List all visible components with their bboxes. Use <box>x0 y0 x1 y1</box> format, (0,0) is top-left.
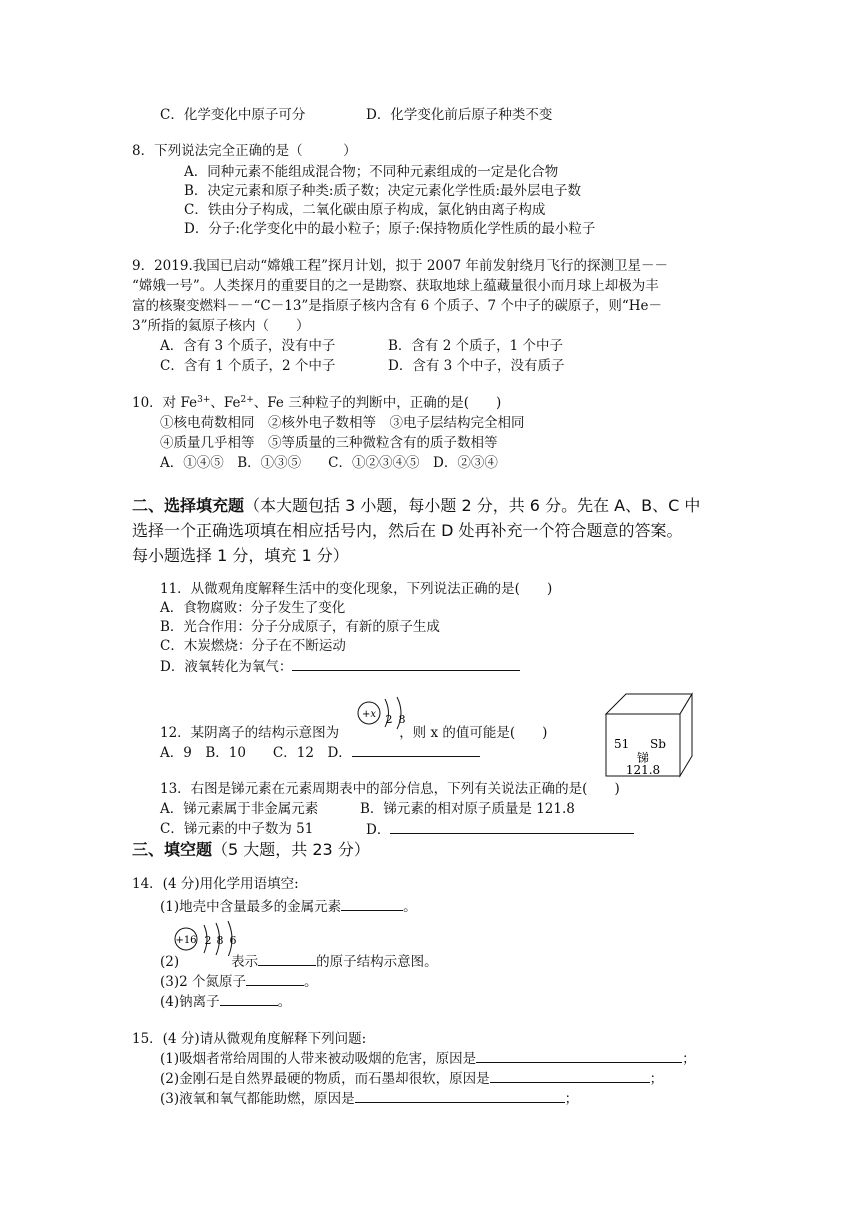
q14-stem: 14．(4 分)用化学用语填空: <box>132 876 299 892</box>
q13-option-d-label: D． <box>366 822 391 838</box>
q9-line-2: “嫦娥一号”。人类探月的重要目的之一是勘察、获取地球上蕴藏量很小而月球上却极为丰 <box>132 278 659 294</box>
q8-option-b: B．决定元素和原子种类:质子数；决定元素化学性质:最外层电子数 <box>184 183 582 199</box>
q13-stem: 13．右图是锑元素在元素周期表中的部分信息，下列有关说法正确的是( ) <box>160 781 620 797</box>
q15-item-2-end: ； <box>649 1071 664 1087</box>
section-3-desc: （5 大题，共 23 分） <box>212 840 370 859</box>
q13-option-a: A．锑元素属于非金属元素 <box>160 801 319 817</box>
element-number: 51 <box>614 737 630 751</box>
q14-item-1-label: (1)地壳中含量最多的金属元素 <box>160 899 342 915</box>
q8-option-c: C．铁由分子构成，二氧化碳由原子构成，氯化钠由离子构成 <box>184 202 546 218</box>
q14-shell-3-electrons: 6 <box>229 934 237 947</box>
q14-item-4 <box>160 992 291 1011</box>
element-name: 锑 <box>636 751 650 765</box>
section-2-line-3: 每小题选择 1 分，填充 1 分） <box>132 546 349 565</box>
section-2-line-2: 选择一个正确选项填在相应括号内，然后在 D 处再补充一个符合题意的答案。 <box>132 521 683 540</box>
q9-option-c: C．含有 1 个质子，2 个中子 <box>160 358 336 374</box>
q13-option-b: B．锑元素的相对原子质量是 121.8 <box>360 801 575 817</box>
sulfur-structure-diagram <box>172 918 244 956</box>
q10-stem-prefix: 10．对 Fe <box>132 395 198 411</box>
q10-line-2: ①核电荷数相同 ②核外电子数相等 ③电子层结构完全相同 <box>160 415 525 431</box>
q12-stem-pre: 12．某阴离子的结构示意图为 <box>160 725 340 741</box>
q11-stem: 11．从微观角度解释生活中的变化现象，下列说法正确的是( ) <box>160 581 553 597</box>
q14-item-2-mid: 表示 <box>231 954 259 970</box>
q7-option-d: D．化学变化前后原子种类不变 <box>366 107 553 123</box>
q15-item-3-blank[interactable] <box>355 1089 565 1103</box>
q14-item-2-post: 的原子结构示意图。 <box>316 954 438 970</box>
q12-stem-post: ，则 x 的值可能是( ) <box>399 725 548 741</box>
q15-item-2-blank[interactable] <box>490 1069 650 1083</box>
q14-item-3-blank[interactable] <box>246 972 304 986</box>
q15-item-3-label: (3)液氧和氧气都能助燃，原因是 <box>160 1091 355 1107</box>
antimony-element-card <box>598 690 694 778</box>
q15-item-1-label: (1)吸烟者常给周围的人带来被动吸烟的危害，原因是 <box>160 1051 477 1067</box>
element-mass: 121.8 <box>625 763 661 777</box>
q15-item-3 <box>160 1089 578 1108</box>
q11-option-d-label: D．液氧转化为氧气： <box>160 659 293 675</box>
q11-option-b: B．光合作用：分子分成原子，有新的原子生成 <box>160 619 440 635</box>
q15-item-1 <box>160 1049 696 1068</box>
q12-options <box>160 743 480 762</box>
q14-item-2-blank[interactable] <box>258 952 316 966</box>
section-2-heading <box>132 494 700 518</box>
q8-stem: 8．下列说法完全正确的是（ ） <box>132 143 357 159</box>
anion-structure-diagram <box>355 695 417 731</box>
q14-item-3-label: (3)2 个氮原子 <box>160 974 247 990</box>
q13-option-d <box>366 820 634 839</box>
q14-item-1-end: 。 <box>403 899 417 915</box>
q12-shell-1-electrons: 2 <box>385 713 393 726</box>
q9-line-3: 富的核聚变燃料－－“C－13”是指原子核内含有 6 个质子、7 个中子的碳原子，则“He－ <box>132 298 663 314</box>
q15-item-1-blank[interactable] <box>476 1049 682 1063</box>
q12-options-prefix: A．9 B．10 C．12 D． <box>160 745 352 761</box>
q15-item-2 <box>160 1069 663 1088</box>
section-3-title: 三、填空题 <box>132 840 213 859</box>
q10-stem-mid: 、Fe <box>210 395 241 411</box>
q10-stem <box>132 394 501 412</box>
q9-option-a: A．含有 3 个质子，没有中子 <box>160 338 336 354</box>
q14-item-1 <box>160 897 417 916</box>
section-3-heading <box>132 838 370 862</box>
q14-item-4-label: (4)钠离子 <box>160 994 220 1010</box>
q8-option-a: A．同种元素不能组成混合物；不同种元素组成的一定是化合物 <box>184 164 559 180</box>
q9-line-4: 3”所指的氦原子核内（ ） <box>132 318 310 334</box>
q7-option-c: C．化学变化中原子可分 <box>160 107 306 123</box>
element-symbol: Sb <box>650 737 666 751</box>
q14-item-4-end: 。 <box>277 994 292 1010</box>
q14-nucleus-label: +16 <box>175 935 197 946</box>
q13-option-c: C．锑元素的中子数为 51 <box>160 821 314 837</box>
q11-option-a: A．食物腐败：分子发生了变化 <box>160 600 346 616</box>
q14-item-2 <box>160 952 438 971</box>
q12-answer-blank[interactable] <box>352 743 480 757</box>
q14-item-3 <box>160 972 318 991</box>
q14-item-3-end: 。 <box>304 974 318 990</box>
q15-item-2-label: (2)金刚石是自然界最硬的物质，而石墨却很软，原因是 <box>160 1071 490 1087</box>
q14-item-2-pre: (2) <box>160 954 180 970</box>
q10-stem-rest: 、Fe 三种粒子的判断中，正确的是( ) <box>253 395 502 411</box>
q10-charge-3: 3+ <box>197 395 211 405</box>
q9-option-b: B．含有 2 个质子，1 个中子 <box>388 338 563 354</box>
q11-answer-blank[interactable] <box>292 657 520 671</box>
q15-item-3-end: ； <box>564 1091 579 1107</box>
q14-item-4-blank[interactable] <box>220 992 278 1006</box>
q12-shell-2-electrons: 8 <box>398 713 406 726</box>
section-2-desc: （本大题包括 3 小题，每小题 2 分，共 6 分。先在 A、B、C 中 <box>244 496 701 515</box>
q14-shell-2-electrons: 8 <box>216 934 224 947</box>
q10-charge-2: 2+ <box>240 395 254 405</box>
section-2-title: 二、选择填充题 <box>132 496 245 515</box>
q8-option-d: D．分子:化学变化中的最小粒子；原子:保持物质化学性质的最小粒子 <box>184 221 596 237</box>
q12-stem <box>160 724 547 742</box>
q14-item-1-blank[interactable] <box>341 897 403 911</box>
q15-item-1-end: ； <box>682 1051 696 1067</box>
q14-shell-1-electrons: 2 <box>204 934 212 947</box>
q9-option-d: D．含有 3 个中子，没有质子 <box>388 358 565 374</box>
q15-stem: 15．(4 分)请从微观角度解释下列问题: <box>132 1031 367 1047</box>
q9-line-1: 9．2019.我国已启动“嫦娥工程”探月计划，拟于 2007 年前发射绕月飞行的探测卫星－－ <box>132 258 668 274</box>
q13-answer-blank[interactable] <box>390 820 634 834</box>
q10-options: A．①④⑤ B．①③⑤ C．①②③④⑤ D．②③④ <box>160 455 498 471</box>
q12-nucleus-label: +x <box>361 709 377 720</box>
q11-option-c: C．木炭燃烧：分子在不断运动 <box>160 638 346 654</box>
q10-line-3: ④质量几乎相等 ⑤等质量的三种微粒含有的质子数相等 <box>160 435 498 451</box>
q11-option-d <box>160 657 520 676</box>
